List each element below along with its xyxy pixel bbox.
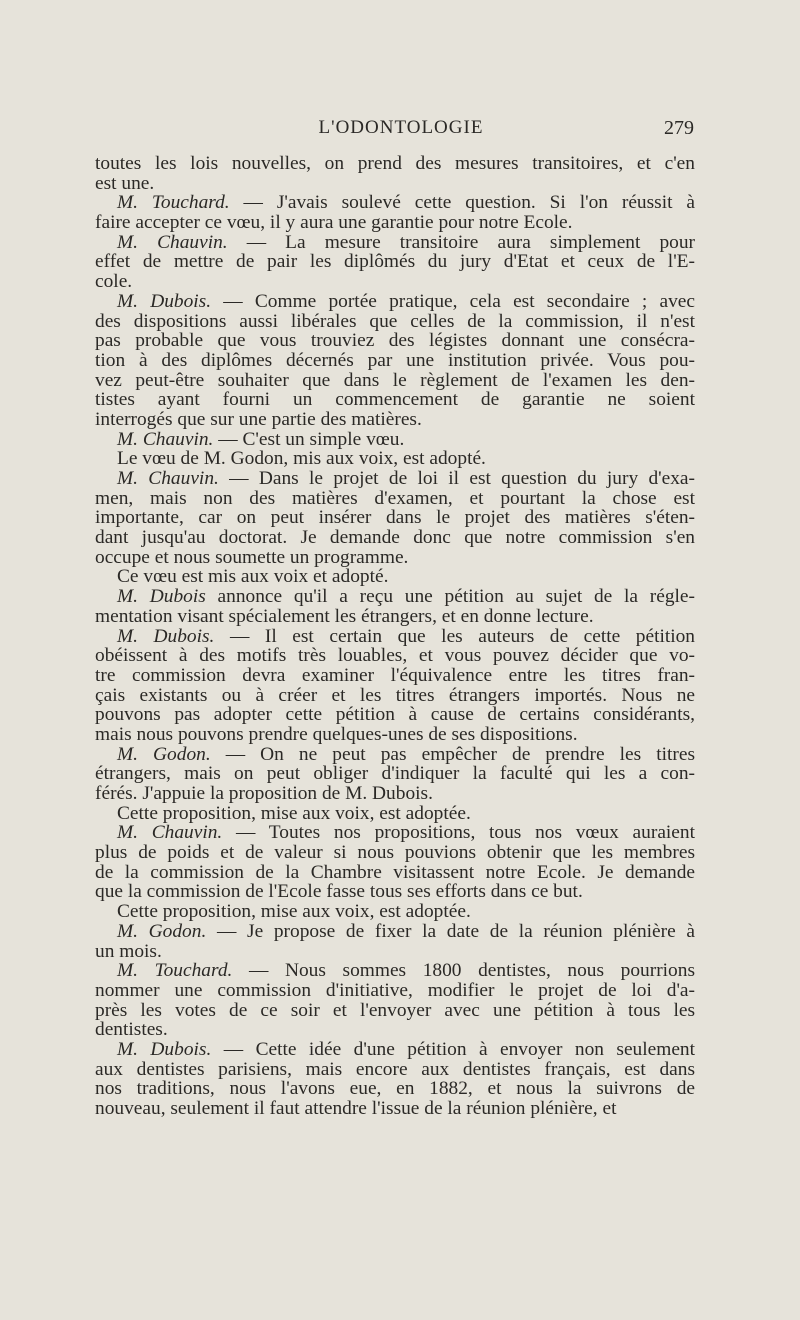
line-text: annonce qu'il a reçu une pétition au sujet de la régle- [205, 587, 695, 607]
line-text: nos traditions, nous l'avons eue, en 1882, et nous la suivrons de [95, 1079, 695, 1099]
line-text: importante, car on peut insérer dans le projet des matières s'éten- [95, 508, 695, 529]
text-line [95, 823, 695, 843]
line-text: — J'avais soulevé cette question. Si l'on réussit à [229, 193, 695, 214]
line-text: — Toutes nos propositions, tous nos vœux auraient [222, 823, 695, 844]
line-text: un mois. [95, 941, 162, 962]
line-text: çais existants ou à créer et les titres étrangers importés. Nous ne [95, 685, 695, 706]
line-text: — Nous sommes 1800 dentistes, nous pourrions [232, 961, 695, 981]
line-text: étrangers, mais on peut obliger d'indiquer la faculté qui les a con- [95, 764, 695, 784]
line-text: — Cette idée d'une pétition à envoyer non seulement [211, 1039, 695, 1060]
line-text: férés. J'appuie la proposition de M. Dubois. [95, 784, 433, 804]
speaker-name: M. Touchard. [117, 961, 233, 981]
body-text [95, 154, 695, 1119]
line-text: aux dentistes parisiens, mais encore aux dentistes français, est dans [95, 1059, 695, 1080]
speaker-name: M. Chauvin. [117, 823, 223, 844]
text-line [95, 981, 695, 1001]
text-line [95, 430, 695, 450]
running-title: L'ODONTOLOGIE [318, 117, 484, 138]
text-line [95, 863, 695, 883]
text-line [95, 331, 695, 351]
speaker-name: M. Dubois. [117, 1039, 212, 1060]
line-text: tion à des diplômes décernés par une institution privée. Vous pou- [95, 350, 695, 371]
text-line [95, 666, 695, 686]
line-text: — Comme portée pratique, cela est secondaire ; avec [211, 291, 695, 312]
line-text: Ce vœu est mis aux voix et adopté. [117, 567, 389, 588]
text-line [95, 764, 695, 784]
text-line [95, 627, 695, 647]
text-line [95, 1079, 695, 1099]
text-line [95, 804, 695, 824]
line-text: — Je propose de fixer la date de la réunion plénière à [206, 921, 695, 942]
line-text: nouveau, seulement il faut attendre l'issue de la réunion plénière, et [95, 1099, 617, 1119]
text-line [95, 686, 695, 706]
line-text: faire accepter ce vœu, il y aura une garantie pour notre Ecole. [95, 213, 573, 233]
text-line [95, 548, 695, 568]
line-text: toutes les lois nouvelles, on prend des mesures transitoires, et c'en [95, 154, 695, 174]
line-text: tre commission devra examiner l'équivalence entre les titres fran- [95, 665, 695, 686]
text-line [95, 843, 695, 863]
line-text: est une. [95, 173, 155, 194]
line-text: interrogés que sur une partie des matières. [95, 409, 422, 430]
page-number: 279 [664, 117, 694, 139]
line-text: tistes ayant fourni un commencement de garantie ne soient [95, 390, 695, 410]
line-text: près les votes de ce soir et l'envoyer avec une pétition à tous les [95, 1000, 695, 1021]
text-line [95, 528, 695, 548]
text-line [95, 449, 695, 469]
line-text: occupe et nous soumette un programme. [95, 547, 409, 568]
text-line [95, 508, 695, 528]
text-line [95, 213, 695, 233]
text-line [95, 1020, 695, 1040]
line-text: effet de mettre de pair les diplômés du jury d'Etat et ceux de l'E- [95, 252, 695, 273]
text-line [95, 390, 695, 410]
text-line [95, 351, 695, 371]
text-line [95, 961, 695, 981]
text-line [95, 1040, 695, 1060]
text-line [95, 489, 695, 509]
text-line [95, 607, 695, 627]
speaker-name: M. Godon. [117, 921, 207, 942]
speaker-name: M. Dubois. [117, 626, 215, 647]
speaker-name: M. Chauvin. [117, 232, 228, 253]
text-line [95, 292, 695, 312]
line-text: plus de poids et de valeur si nous pouvions obtenir que les membres [95, 843, 695, 863]
line-text: — C'est un simple vœu. [213, 429, 405, 450]
text-line [95, 882, 695, 902]
speaker-name: M. Dubois [117, 587, 206, 607]
text-line [95, 902, 695, 922]
line-text: mentation visant spécialement les étrangers, et en donne lecture. [95, 606, 594, 627]
text-line [95, 646, 695, 666]
text-line [95, 469, 695, 489]
text-line [95, 193, 695, 213]
text-line [95, 784, 695, 804]
line-text: vez peut-être souhaiter que dans le règlement de l'examen les den- [95, 370, 695, 391]
line-text: que la commission de l'Ecole fasse tous ses efforts dans ce but. [95, 882, 583, 903]
text-line [95, 567, 695, 587]
speaker-name: M. Chauvin. [117, 469, 219, 489]
line-text: dentistes. [95, 1020, 168, 1040]
text-line [95, 1060, 695, 1080]
line-text: de la commission de la Chambre visitassent notre Ecole. Je demande [95, 862, 695, 883]
line-text: — Il est certain que les auteurs de cette pétition [214, 626, 695, 647]
text-line [95, 1001, 695, 1021]
text-line [95, 705, 695, 725]
speaker-name: M. Chauvin. [117, 429, 214, 450]
text-line [95, 174, 695, 194]
text-line [95, 371, 695, 391]
text-line [95, 922, 695, 942]
line-text: Le vœu de M. Godon, mis aux voix, est adopté. [117, 449, 486, 469]
text-line [95, 745, 695, 765]
text-line [95, 942, 695, 962]
text-line [95, 252, 695, 272]
speaker-name: M. Touchard. [117, 193, 230, 214]
line-text: — Dans le projet de loi il est question du jury d'exa- [218, 469, 695, 489]
line-text: des dispositions aussi libérales que celles de la commission, il n'est [95, 311, 695, 332]
line-text: — La mesure transitoire aura simplement pour [227, 232, 695, 253]
text-line [95, 1099, 695, 1119]
text-line [95, 272, 695, 292]
text-line [95, 587, 695, 607]
line-text: pas probable que vous trouviez des légistes donnant une consécra- [95, 331, 695, 351]
text-line [95, 725, 695, 745]
line-text: Cette proposition, mise aux voix, est adoptée. [117, 803, 471, 824]
line-text: mais nous pouvons prendre quelques-unes de ses dispositions. [95, 724, 578, 745]
text-line [95, 312, 695, 332]
text-line [95, 154, 695, 174]
line-text: cole. [95, 272, 133, 292]
line-text: men, mais non des matières d'examen, et pourtant la chose est [95, 488, 695, 509]
speaker-name: M. Godon. [117, 744, 211, 765]
line-text: dant jusqu'au doctorat. Je demande donc que notre commission s'en [95, 528, 695, 548]
page-header [108, 117, 694, 145]
line-text: Cette proposition, mise aux voix, est adoptée. [117, 902, 471, 922]
line-text: — On ne peut pas empêcher de prendre les titres [210, 744, 695, 765]
text-line [95, 233, 695, 253]
line-text: pouvons pas adopter cette pétition à cause de certains considérants, [95, 705, 695, 725]
text-line [95, 410, 695, 430]
line-text: obéissent à des motifs très louables, et vous pouvez décider que vo- [95, 646, 695, 666]
speaker-name: M. Dubois. [117, 291, 212, 312]
line-text: nommer une commission d'initiative, modifier le projet de loi d'a- [95, 980, 695, 1001]
